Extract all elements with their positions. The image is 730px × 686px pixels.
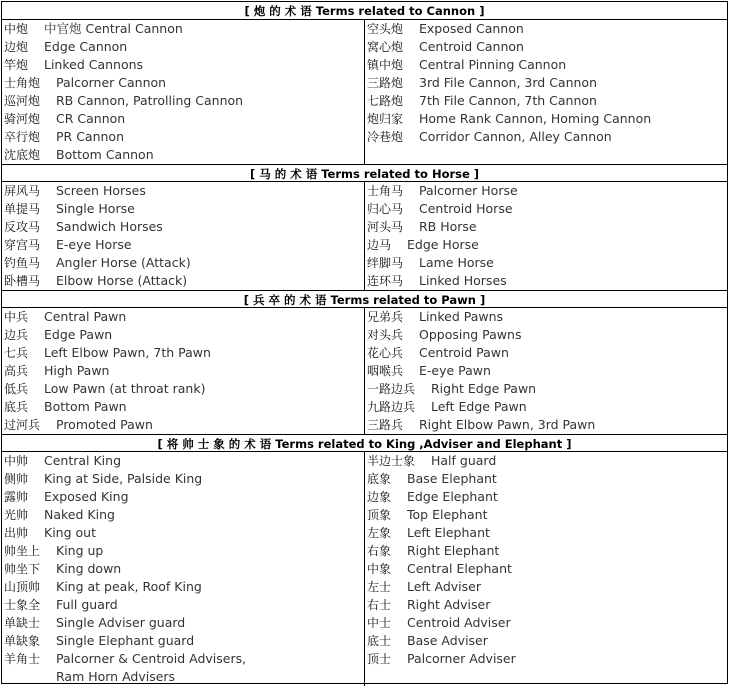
term-english: Angler Horse (Attack) <box>56 255 191 270</box>
term-english: Exposed King <box>44 489 129 504</box>
term-english: Palcorner Adviser <box>407 651 516 666</box>
term-english: Bottom Pawn <box>44 399 127 414</box>
term-chinese: 七兵 <box>4 346 29 360</box>
term-row <box>365 632 727 650</box>
term-english: King at peak, Roof King <box>56 579 202 594</box>
term-chinese: 顶象 <box>367 508 392 522</box>
term-english: Left Edge Pawn <box>431 399 527 414</box>
term-english: King down <box>56 561 122 576</box>
term-english: Sandwich Horses <box>56 219 163 234</box>
term-english: Top Elephant <box>407 507 488 522</box>
term-english: Central King <box>44 453 122 468</box>
term-english: Right Edge Pawn <box>431 381 537 396</box>
term-row <box>2 362 364 380</box>
term-english: Left Elephant <box>407 525 490 540</box>
term-row <box>365 20 727 38</box>
term-row <box>365 218 727 236</box>
term-row <box>2 38 364 56</box>
term-chinese: 高兵 <box>4 364 29 378</box>
term-english: Base Elephant <box>407 471 497 486</box>
term-chinese: 沈底炮 <box>4 148 41 162</box>
horse-right-column <box>365 182 727 290</box>
term-english: King out <box>44 525 96 540</box>
term-row <box>365 74 727 92</box>
term-english: E-eye Pawn <box>419 363 491 378</box>
term-chinese: 对头兵 <box>367 328 404 342</box>
term-english: Right Elephant <box>407 543 500 558</box>
term-chinese: 反攻马 <box>4 220 41 234</box>
term-row <box>2 74 364 92</box>
term-chinese: 左士 <box>367 580 392 594</box>
term-english: Half guard <box>431 453 497 468</box>
term-chinese: 绊脚马 <box>367 256 404 270</box>
term-row <box>365 56 727 74</box>
term-row <box>2 146 364 164</box>
term-chinese: 兄弟兵 <box>367 310 404 324</box>
term-chinese: 中象 <box>367 562 392 576</box>
term-row <box>2 416 364 434</box>
term-english: Ram Horn Advisers <box>56 669 176 684</box>
term-chinese: 连环马 <box>367 274 404 288</box>
term-english: High Pawn <box>44 363 110 378</box>
term-row <box>365 650 727 668</box>
term-row <box>2 200 364 218</box>
term-english: Corridor Cannon, Alley Cannon <box>419 129 612 144</box>
term-english: Elbow Horse (Attack) <box>56 273 188 288</box>
term-english: Full guard <box>56 597 118 612</box>
term-row <box>2 56 364 74</box>
term-row <box>365 308 727 326</box>
term-english: Centroid Pawn <box>419 345 509 360</box>
term-english: Single Horse <box>56 201 135 216</box>
term-row <box>2 110 364 128</box>
term-english: Naked King <box>44 507 115 522</box>
term-chinese: 左象 <box>367 526 392 540</box>
term-chinese: 穿宫马 <box>4 238 41 252</box>
term-row <box>365 362 727 380</box>
term-english: Palcorner Horse <box>419 183 518 198</box>
term-english: King at Side, Palside King <box>44 471 203 486</box>
term-row <box>2 614 364 632</box>
term-row <box>365 542 727 560</box>
term-row <box>2 452 364 470</box>
term-row <box>365 236 727 254</box>
term-row <box>365 110 727 128</box>
term-row <box>365 326 727 344</box>
term-english: Left Elbow Pawn, 7th Pawn <box>44 345 211 360</box>
term-chinese: 士角炮 <box>4 76 41 90</box>
term-chinese: 边象 <box>367 490 392 504</box>
term-row <box>2 542 364 560</box>
term-chinese: 钓鱼马 <box>4 256 41 270</box>
section-header-horse: [ 马 的 术 语 Terms related to Horse ] <box>2 164 727 182</box>
term-chinese: 河头马 <box>367 220 404 234</box>
term-chinese: 顶士 <box>367 652 392 666</box>
term-row <box>2 344 364 362</box>
term-row <box>365 596 727 614</box>
term-chinese: 半边士象 <box>367 454 416 468</box>
term-chinese: 中炮 <box>4 22 29 36</box>
term-english: Linked Cannons <box>44 57 144 72</box>
term-chinese: 巡河炮 <box>4 94 41 108</box>
term-english: Left Adviser <box>407 579 481 594</box>
term-row <box>2 578 364 596</box>
term-english: Linked Horses <box>419 273 507 288</box>
term-chinese: 右士 <box>367 598 392 612</box>
term-english: Exposed Cannon <box>419 21 524 36</box>
term-chinese: 帅坐上 <box>4 544 41 558</box>
term-row <box>365 398 727 416</box>
term-chinese: 骑河炮 <box>4 112 41 126</box>
term-chinese: 士象全 <box>4 598 41 612</box>
term-english: Opposing Pawns <box>419 327 522 342</box>
term-english: Lame Horse <box>419 255 494 270</box>
term-row <box>365 524 727 542</box>
term-chinese: 一路边兵 <box>367 382 416 396</box>
term-row <box>365 92 727 110</box>
term-row <box>2 236 364 254</box>
term-chinese: 三路兵 <box>367 418 404 432</box>
section-header-king-adviser-elephant: [ 将 帅 士 象 的 术 语 Terms related to King ,Adviser and Elephant ] <box>2 434 727 452</box>
term-row <box>365 506 727 524</box>
pawn-right-column <box>365 308 727 434</box>
term-chinese: 窝心炮 <box>367 40 404 54</box>
term-chinese: 镇中炮 <box>367 58 404 72</box>
term-chinese: 底象 <box>367 472 392 486</box>
term-chinese: 帅坐下 <box>4 562 41 576</box>
term-chinese: 底士 <box>367 634 392 648</box>
term-english: Edge Cannon <box>44 39 128 54</box>
terms-table <box>1 1 728 684</box>
cannon-right-column <box>365 20 727 164</box>
term-english: RB Horse <box>419 219 477 234</box>
term-chinese: 卒行炮 <box>4 130 41 144</box>
term-row <box>2 20 364 38</box>
term-chinese: 羊角士 <box>4 652 41 666</box>
term-row <box>2 668 364 686</box>
term-english: 7th File Cannon, 7th Cannon <box>419 93 597 108</box>
term-row <box>365 200 727 218</box>
term-chinese: 三路炮 <box>367 76 404 90</box>
term-english: CR Cannon <box>56 111 126 126</box>
term-row <box>2 128 364 146</box>
term-english: 中官炮 Central Cannon <box>44 21 183 36</box>
term-english: Palcorner & Centroid Advisers, <box>56 651 247 666</box>
term-chinese: 中帅 <box>4 454 29 468</box>
term-row <box>365 182 727 200</box>
pawn-left-column <box>2 308 365 434</box>
term-chinese: 右象 <box>367 544 392 558</box>
term-chinese: 竿炮 <box>4 58 29 72</box>
king-adviser-elephant-right-column <box>365 452 727 686</box>
term-row <box>365 380 727 398</box>
term-row <box>2 398 364 416</box>
term-row <box>2 560 364 578</box>
term-row <box>365 452 727 470</box>
term-row <box>2 596 364 614</box>
term-chinese: 单缺象 <box>4 634 41 648</box>
term-english: Edge Pawn <box>44 327 113 342</box>
term-chinese: 出帅 <box>4 526 29 540</box>
term-english: Low Pawn (at throat rank) <box>44 381 206 396</box>
term-row <box>365 578 727 596</box>
term-row <box>2 254 364 272</box>
term-chinese: 边马 <box>367 238 392 252</box>
term-english: Palcorner Cannon <box>56 75 167 90</box>
term-chinese: 山顶帅 <box>4 580 41 594</box>
term-chinese: 卧槽马 <box>4 274 41 288</box>
term-english: Centroid Adviser <box>407 615 511 630</box>
term-chinese: 底兵 <box>4 400 29 414</box>
term-english: Edge Horse <box>407 237 479 252</box>
term-chinese: 边兵 <box>4 328 29 342</box>
term-row <box>365 272 727 290</box>
term-chinese: 中士 <box>367 616 392 630</box>
term-chinese: 露帅 <box>4 490 29 504</box>
term-chinese: 冷巷炮 <box>367 130 404 144</box>
term-english: Centroid Cannon <box>419 39 524 54</box>
term-row <box>2 632 364 650</box>
term-row <box>2 308 364 326</box>
term-chinese: 单缺士 <box>4 616 41 630</box>
term-row <box>2 218 364 236</box>
term-english: E-eye Horse <box>56 237 132 252</box>
term-row <box>2 650 364 668</box>
term-chinese: 过河兵 <box>4 418 41 432</box>
term-row <box>2 506 364 524</box>
term-row <box>365 470 727 488</box>
term-english: King up <box>56 543 104 558</box>
term-row <box>365 416 727 434</box>
term-row <box>2 182 364 200</box>
term-english: PR Cannon <box>56 129 124 144</box>
term-chinese: 归心马 <box>367 202 404 216</box>
term-chinese: 单提马 <box>4 202 41 216</box>
term-row <box>365 38 727 56</box>
term-english: Edge Elephant <box>407 489 498 504</box>
term-row <box>365 614 727 632</box>
term-english: Central Pawn <box>44 309 127 324</box>
term-chinese: 光帅 <box>4 508 29 522</box>
term-english: Central Pinning Cannon <box>419 57 567 72</box>
term-row <box>365 488 727 506</box>
term-row <box>365 560 727 578</box>
term-english: Base Adviser <box>407 633 488 648</box>
term-row <box>2 272 364 290</box>
term-english: Linked Pawns <box>419 309 504 324</box>
term-chinese: 士角马 <box>367 184 404 198</box>
term-english: Home Rank Cannon, Homing Cannon <box>419 111 652 126</box>
term-chinese: 屏风马 <box>4 184 41 198</box>
horse-left-column <box>2 182 365 290</box>
term-english: Promoted Pawn <box>56 417 153 432</box>
term-row <box>2 326 364 344</box>
term-row <box>365 344 727 362</box>
term-row <box>2 524 364 542</box>
section-header-pawn: [ 兵 卒 的 术 语 Terms related to Pawn ] <box>2 290 727 308</box>
term-row <box>2 488 364 506</box>
term-chinese: 空头炮 <box>367 22 404 36</box>
term-row <box>365 128 727 146</box>
term-english: Single Elephant guard <box>56 633 195 648</box>
term-english: Single Adviser guard <box>56 615 186 630</box>
term-chinese: 九路边兵 <box>367 400 416 414</box>
term-row <box>2 470 364 488</box>
term-chinese: 七路炮 <box>367 94 404 108</box>
term-english: Screen Horses <box>56 183 146 198</box>
term-chinese: 边炮 <box>4 40 29 54</box>
term-english: Right Adviser <box>407 597 491 612</box>
section-header-cannon: [ 炮 的 术 语 Terms related to Cannon ] <box>2 2 727 20</box>
term-english: RB Cannon, Patrolling Cannon <box>56 93 244 108</box>
king-adviser-elephant-left-column <box>2 452 365 686</box>
term-english: Central Elephant <box>407 561 512 576</box>
term-row <box>365 254 727 272</box>
term-chinese: 花心兵 <box>367 346 404 360</box>
term-english: 3rd File Cannon, 3rd Cannon <box>419 75 598 90</box>
term-english: Bottom Cannon <box>56 147 154 162</box>
term-row <box>2 92 364 110</box>
term-english: Centroid Horse <box>419 201 513 216</box>
term-chinese: 炮归家 <box>367 112 404 126</box>
term-english: Right Elbow Pawn, 3rd Pawn <box>419 417 596 432</box>
term-chinese: 咽喉兵 <box>367 364 404 378</box>
cannon-left-column <box>2 20 365 164</box>
term-chinese: 低兵 <box>4 382 29 396</box>
term-chinese: 侧帅 <box>4 472 29 486</box>
term-row <box>2 380 364 398</box>
term-chinese: 中兵 <box>4 310 29 324</box>
